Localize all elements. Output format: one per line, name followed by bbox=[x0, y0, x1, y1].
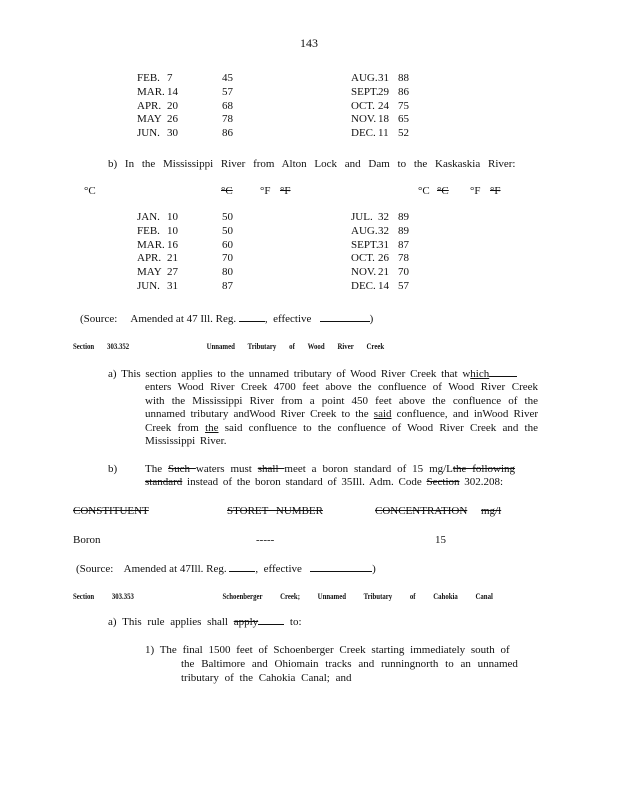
fahrenheit-cell: 50 bbox=[222, 224, 233, 237]
month-cell: DEC. bbox=[351, 280, 376, 292]
fahrenheit-cell: 52 bbox=[398, 127, 409, 140]
fahrenheit-cell: 70 bbox=[222, 252, 233, 265]
celsius-cell: 27 bbox=[167, 266, 178, 279]
month-cell: MAR. bbox=[137, 238, 165, 251]
month-cell: OCT. bbox=[351, 252, 375, 265]
line-blank bbox=[489, 366, 517, 377]
source-label: (Source: bbox=[80, 313, 118, 325]
month-cell: SEPT. bbox=[351, 238, 379, 251]
celsius-cell: 24 bbox=[378, 99, 389, 112]
register-blank bbox=[229, 561, 255, 572]
para-a-line1: a) This section applies to the unnamed tributary of Wood River Creek that w bbox=[108, 368, 471, 380]
month-cell: OCT. bbox=[351, 99, 375, 112]
para-a-body-3: confluence to the confluence of Wood River Creek and the Mississippi River. bbox=[145, 421, 538, 448]
close-paren: ) bbox=[372, 563, 376, 575]
effective-label: effective bbox=[273, 313, 312, 325]
section-number: Section 303.353 bbox=[73, 591, 134, 601]
celsius-cell: 14 bbox=[167, 85, 178, 98]
celsius-cell: 32 bbox=[378, 211, 389, 223]
source-text: Amended at 47Ill. Reg. bbox=[123, 563, 227, 575]
celsius-cell: 20 bbox=[167, 99, 178, 112]
para-a-body-1: enters Wood River Creek 4700 feet above the confluence of Wood River Creek with the Mississippi River from a point 450 feet above the confluence of the unnamed tributary andWood River Creek to the bbox=[145, 381, 538, 421]
register-blank bbox=[239, 311, 265, 322]
month-cell: NOV. bbox=[351, 113, 377, 126]
celsius-cell: 31 bbox=[378, 238, 389, 251]
fahrenheit-cell: 78 bbox=[222, 113, 233, 126]
celsius-cell: 10 bbox=[167, 224, 178, 237]
fahrenheit-cell: 86 bbox=[398, 85, 409, 98]
celsius-cell: 10 bbox=[167, 211, 178, 223]
header-constituent: CONSTITUENT bbox=[73, 505, 149, 517]
para-a2-t2: to: bbox=[284, 616, 302, 628]
boron-value: 15 bbox=[435, 534, 446, 546]
para-a2-t1: a) This rule applies shall bbox=[108, 616, 234, 628]
month-cell: DEC. bbox=[351, 127, 376, 140]
para-b-t2: waters must bbox=[195, 463, 258, 475]
month-cell: JUL. bbox=[351, 211, 373, 223]
effective-label: effective bbox=[263, 563, 302, 575]
para-b-t1: The bbox=[145, 463, 168, 475]
fahrenheit-cell: 60 bbox=[222, 238, 233, 251]
unit-header-right-f: °F bbox=[470, 185, 481, 197]
celsius-cell: 14 bbox=[378, 280, 389, 292]
section-title: Schoenberger Creek; Unnamed Tributary of Cahokia Canal bbox=[222, 591, 493, 601]
paragraph-a-rule-applies bbox=[108, 616, 302, 629]
celsius-cell: 21 bbox=[378, 266, 389, 279]
fahrenheit-cell: 68 bbox=[222, 99, 233, 112]
struck-the-following: the following bbox=[452, 463, 516, 475]
unit-header-right-c-struck: °C bbox=[437, 185, 449, 197]
boron-storet: ----- bbox=[256, 534, 275, 546]
celsius-cell: 31 bbox=[167, 280, 178, 292]
page-number: 143 bbox=[300, 36, 318, 50]
paragraph-1-line1: 1) The final 1500 feet of Schoenberger Creek starting immediately south of bbox=[145, 644, 510, 656]
fahrenheit-cell: 70 bbox=[398, 266, 409, 279]
fahrenheit-cell: 87 bbox=[222, 280, 233, 292]
celsius-cell: 26 bbox=[378, 252, 389, 265]
para-a-said: said bbox=[218, 421, 243, 434]
unit-header-left-c: °C bbox=[84, 185, 96, 197]
celsius-cell: 32 bbox=[378, 224, 389, 237]
month-cell: JUN. bbox=[137, 280, 160, 292]
unit-header-mid-f: °F bbox=[260, 185, 271, 197]
month-cell: NOV. bbox=[351, 266, 377, 279]
section-352-heading bbox=[73, 340, 384, 353]
effective-blank bbox=[310, 561, 372, 572]
header-units: mg/l bbox=[481, 505, 502, 517]
paragraph-1-line3: tributary of the Cahokia Canal; and bbox=[181, 672, 352, 684]
month-cell: AUG. bbox=[351, 72, 378, 84]
struck-apply: apply bbox=[233, 616, 259, 628]
month-cell: APR. bbox=[137, 252, 162, 265]
fahrenheit-cell: 78 bbox=[398, 252, 409, 265]
month-cell: APR. bbox=[137, 99, 162, 112]
struck-section: Section bbox=[426, 476, 460, 489]
celsius-cell: 30 bbox=[167, 127, 178, 140]
month-cell: FEB. bbox=[137, 72, 160, 84]
celsius-cell: 11 bbox=[378, 127, 389, 140]
fahrenheit-cell: 50 bbox=[222, 211, 233, 223]
month-cell: AUG. bbox=[351, 224, 378, 237]
month-cell: JUN. bbox=[137, 127, 160, 140]
unit-header-mid-c: °C bbox=[221, 185, 233, 197]
unit-header-mid-f-struck: °F bbox=[280, 185, 291, 197]
paragraph-b-boron bbox=[145, 463, 515, 490]
unit-header-right-f-struck: °F bbox=[490, 185, 501, 197]
para-b-t4: instead of the boron standard of 35Ill. Adm. Code bbox=[182, 476, 427, 489]
fahrenheit-cell: 87 bbox=[398, 238, 409, 251]
month-cell: MAR. bbox=[137, 85, 165, 98]
month-cell: SEPT. bbox=[351, 85, 379, 98]
celsius-cell: 31 bbox=[378, 72, 389, 84]
source-note-1: (Source: Amended at 47 Ill. Reg. , effective ) bbox=[80, 313, 374, 325]
close-paren: ) bbox=[369, 313, 374, 325]
celsius-cell: 18 bbox=[378, 113, 389, 126]
header-storet-number: STORET NUMBER bbox=[227, 505, 323, 517]
struck-standard: standard bbox=[145, 476, 183, 489]
section-number: Section 303.352 bbox=[73, 341, 130, 351]
fahrenheit-cell: 75 bbox=[398, 99, 409, 112]
paragraph-1-line2: the Baltimore and Ohiomain tracks and runningnorth to an unnamed bbox=[181, 658, 518, 670]
month-cell: FEB. bbox=[137, 224, 160, 237]
unit-header-right-c: °C bbox=[418, 185, 430, 197]
source-label: (Source: bbox=[76, 563, 114, 575]
fahrenheit-cell: 45 bbox=[222, 72, 233, 84]
celsius-cell: 29 bbox=[378, 85, 389, 98]
section-b-heading: b) In the Mississippi River from Alton Lock and Dam to the Kaskaskia River: bbox=[108, 158, 516, 170]
celsius-cell: 26 bbox=[167, 113, 178, 126]
section-title: Unnamed Tributary of Wood River Creek bbox=[206, 341, 385, 351]
fahrenheit-cell: 57 bbox=[398, 280, 409, 292]
underlined-hich: hich bbox=[470, 368, 490, 380]
underlined-said: said bbox=[373, 408, 392, 421]
celsius-cell: 16 bbox=[167, 238, 178, 251]
effective-blank bbox=[320, 311, 370, 322]
fahrenheit-cell: 89 bbox=[398, 224, 409, 237]
source-text: Amended at 47 Ill. Reg. bbox=[130, 313, 237, 325]
underlined-the: the bbox=[205, 421, 219, 434]
para-a-body-2: confluence, and inWood River Creek from bbox=[145, 408, 538, 434]
section-353-heading bbox=[73, 590, 493, 603]
month-cell: JAN. bbox=[137, 211, 160, 223]
celsius-cell: 21 bbox=[167, 252, 178, 265]
para-b-t5: 302.208: bbox=[459, 476, 504, 489]
month-cell: MAY bbox=[137, 266, 162, 279]
celsius-cell: 7 bbox=[167, 72, 173, 84]
paragraph-b-label: b) bbox=[108, 463, 118, 475]
paragraph-a-wood-river bbox=[108, 366, 538, 448]
month-cell: MAY bbox=[137, 113, 162, 126]
fahrenheit-cell: 88 bbox=[398, 72, 409, 84]
struck-such: Such bbox=[167, 463, 196, 475]
para-b-t3: meet a boron standard of 15 mg/L bbox=[284, 463, 453, 475]
header-concentration: CONCENTRATION bbox=[375, 505, 468, 517]
boron-name: Boron bbox=[73, 534, 101, 546]
struck-shall: shall bbox=[257, 463, 285, 475]
fahrenheit-cell: 80 bbox=[222, 266, 233, 279]
fahrenheit-cell: 86 bbox=[222, 127, 233, 140]
source-note-2: (Source: Amended at 47Ill. Reg. , effective ) bbox=[76, 563, 376, 575]
fahrenheit-cell: 89 bbox=[398, 211, 409, 223]
fahrenheit-cell: 65 bbox=[398, 113, 409, 126]
line-blank bbox=[258, 618, 284, 625]
fahrenheit-cell: 57 bbox=[222, 85, 233, 98]
